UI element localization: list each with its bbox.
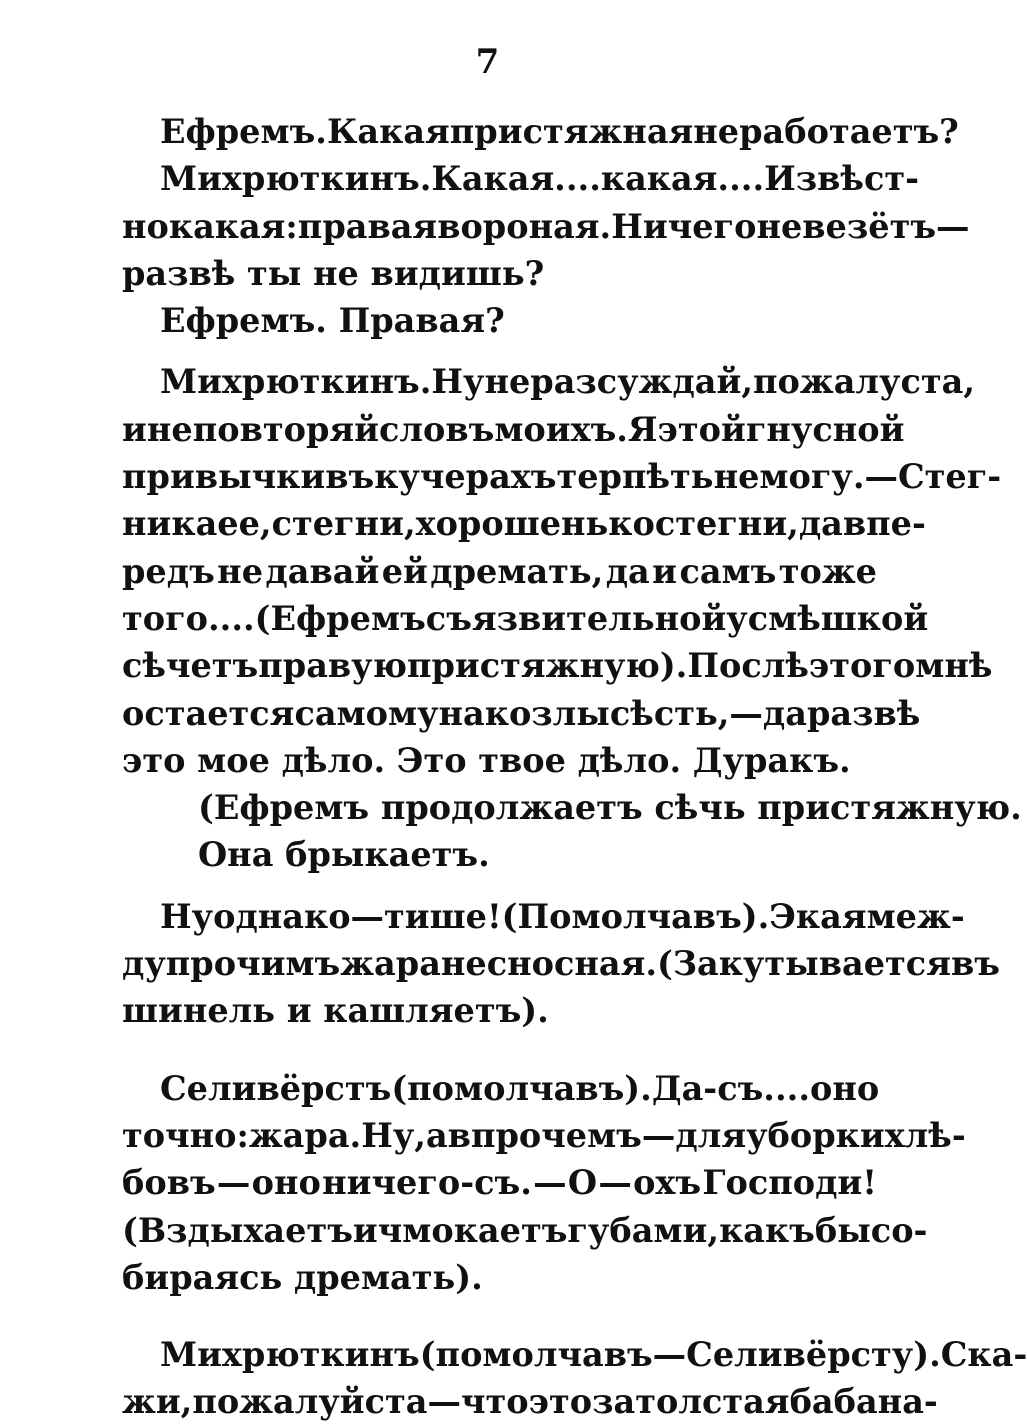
word: правую bbox=[258, 646, 407, 686]
word: (Ефремъ bbox=[198, 788, 370, 828]
word: сѣчь bbox=[654, 788, 746, 828]
paragraph-gap bbox=[122, 879, 877, 893]
text-line bbox=[122, 784, 1022, 831]
word: Это bbox=[396, 740, 467, 780]
word: съ bbox=[425, 598, 472, 638]
word: баба bbox=[789, 1382, 878, 1422]
text-line bbox=[122, 548, 877, 595]
word: Ну, bbox=[361, 1115, 426, 1155]
text-line bbox=[122, 893, 965, 940]
word: самъ bbox=[679, 551, 777, 591]
text-line bbox=[122, 108, 959, 155]
word: . bbox=[729, 159, 741, 199]
word: Ефремъ. bbox=[160, 112, 327, 151]
word: (Ефремъ bbox=[254, 598, 426, 638]
word: жи, bbox=[122, 1382, 193, 1422]
word: ка bbox=[171, 504, 218, 544]
word: повторяй bbox=[192, 409, 379, 449]
word: усмѣшкой bbox=[726, 598, 929, 638]
text-line bbox=[122, 1378, 938, 1425]
word: . bbox=[242, 598, 255, 638]
word: (Помолчавъ). bbox=[501, 896, 770, 936]
word: Ну bbox=[160, 896, 214, 936]
word: Ефремъ. bbox=[160, 301, 327, 341]
text-line bbox=[122, 1159, 877, 1206]
word: Ну bbox=[431, 362, 485, 402]
paragraph-gap bbox=[122, 1301, 877, 1331]
word: Дуракъ. bbox=[692, 740, 851, 780]
word: дремать, bbox=[430, 551, 604, 591]
text-line bbox=[122, 155, 920, 202]
word: бираясь bbox=[122, 1257, 283, 1297]
page-number: 7 bbox=[475, 42, 500, 82]
word: и bbox=[286, 991, 312, 1031]
word: не bbox=[756, 206, 803, 246]
text-line bbox=[122, 203, 970, 250]
word: а bbox=[425, 1115, 448, 1155]
word: (помолчавъ). bbox=[391, 1068, 652, 1108]
word: впе- bbox=[842, 504, 926, 544]
text-line bbox=[122, 1112, 966, 1159]
word: гнусной bbox=[745, 409, 905, 449]
word: не bbox=[313, 253, 359, 293]
word: губами bbox=[567, 1210, 708, 1250]
word: Извѣст- bbox=[764, 159, 920, 199]
word: точно: bbox=[122, 1115, 249, 1155]
word: редъ bbox=[122, 551, 215, 591]
paragraph-gap bbox=[122, 344, 877, 358]
word: язвительной bbox=[471, 598, 727, 638]
word: прочимъ bbox=[165, 944, 341, 984]
text-line bbox=[122, 406, 905, 453]
word: того. bbox=[122, 598, 220, 638]
word: но bbox=[122, 206, 169, 246]
word: Какая. bbox=[431, 159, 566, 199]
word: . bbox=[577, 159, 590, 199]
word: кучерахъ bbox=[374, 457, 557, 497]
word: Ска- bbox=[940, 1335, 1027, 1375]
word: какая: bbox=[168, 206, 298, 246]
word: тоже bbox=[778, 551, 877, 591]
word: вороная. bbox=[437, 206, 612, 246]
word: дѣло. bbox=[577, 740, 682, 780]
text-line bbox=[122, 297, 877, 344]
word: стегни, bbox=[271, 504, 416, 544]
word: этой bbox=[657, 409, 746, 449]
word: козлы bbox=[484, 693, 610, 733]
text-line bbox=[122, 987, 877, 1034]
word: пожалуйста—что bbox=[192, 1382, 529, 1422]
word: Экая bbox=[769, 896, 867, 936]
word: на bbox=[438, 693, 485, 733]
word: . bbox=[752, 159, 765, 199]
word: несносная. bbox=[440, 944, 658, 984]
text-line bbox=[122, 642, 993, 689]
word: да bbox=[762, 693, 807, 733]
word: Да-съ. bbox=[651, 1068, 775, 1108]
word: пристяжная bbox=[449, 112, 694, 151]
word: видишь? bbox=[370, 253, 545, 293]
word: твое bbox=[478, 740, 566, 780]
word: оно bbox=[251, 1163, 321, 1203]
word: пристяжную. bbox=[757, 788, 1022, 828]
word: дремать). bbox=[293, 1257, 483, 1297]
word: продолжаетъ bbox=[380, 788, 643, 828]
text-line bbox=[122, 358, 976, 405]
word: ни bbox=[122, 504, 172, 544]
word: и bbox=[652, 551, 678, 591]
word: работаетъ? bbox=[739, 112, 959, 151]
text-line bbox=[122, 1331, 1027, 1378]
word: (Вздыхаетъ bbox=[122, 1210, 353, 1250]
word: меж- bbox=[866, 896, 965, 936]
word: Она bbox=[198, 835, 274, 875]
word: терпѣть bbox=[556, 457, 714, 497]
text-line bbox=[122, 940, 1000, 987]
word: какъ bbox=[719, 1210, 815, 1250]
word: ду bbox=[122, 944, 166, 984]
word: это bbox=[122, 740, 186, 780]
word: Михрюткинъ. bbox=[160, 362, 432, 402]
word: шинель bbox=[122, 991, 276, 1031]
word: не bbox=[146, 409, 193, 449]
text-line bbox=[122, 690, 921, 737]
word: стегни, bbox=[654, 504, 799, 544]
word: Михрюткинъ bbox=[160, 1335, 420, 1375]
word: мое bbox=[197, 740, 270, 780]
word: сѣчетъ bbox=[122, 646, 259, 686]
word: . bbox=[774, 1068, 787, 1108]
word: однако—тише! bbox=[213, 896, 502, 936]
word: словъ bbox=[378, 409, 495, 449]
word: ей bbox=[381, 551, 428, 591]
text-line bbox=[122, 250, 877, 297]
word: пожалуста, bbox=[753, 362, 976, 402]
word: и bbox=[122, 409, 147, 449]
word: дѣло. bbox=[281, 740, 386, 780]
word: Какая bbox=[326, 112, 450, 151]
word: мнѣ bbox=[915, 646, 993, 686]
text-line bbox=[122, 500, 926, 547]
word: жара. bbox=[248, 1115, 362, 1155]
word: Селивёрстъ bbox=[160, 1068, 392, 1108]
word: немогу.—Стег- bbox=[713, 457, 1002, 497]
word: . bbox=[589, 159, 601, 199]
word: со- bbox=[870, 1210, 928, 1250]
word: . bbox=[219, 598, 232, 638]
word: . bbox=[740, 159, 753, 199]
word: развѣ bbox=[122, 253, 236, 293]
word: пристяжную). bbox=[406, 646, 688, 686]
word: этого bbox=[808, 646, 916, 686]
word: — bbox=[216, 1163, 251, 1203]
word: правая bbox=[297, 206, 438, 246]
word: ты bbox=[247, 253, 302, 293]
text-line bbox=[122, 1254, 877, 1301]
word: на- bbox=[877, 1382, 938, 1422]
word: неразсуждай, bbox=[484, 362, 754, 402]
word: (Закутывается bbox=[657, 944, 951, 984]
word: моихъ. bbox=[494, 409, 628, 449]
word: да bbox=[605, 551, 650, 591]
word: привычки bbox=[122, 457, 326, 497]
text-block bbox=[122, 108, 1027, 1426]
word: . bbox=[798, 1068, 810, 1108]
word: — bbox=[598, 1163, 632, 1203]
word: не bbox=[217, 551, 264, 591]
word: впрочемъ—для bbox=[447, 1115, 747, 1155]
word: затолстая bbox=[592, 1382, 790, 1422]
word: жара bbox=[340, 944, 441, 984]
word: ничего-съ. bbox=[322, 1163, 532, 1203]
word: Ничего bbox=[611, 206, 757, 246]
word: какая. bbox=[600, 159, 730, 199]
word: ее, bbox=[217, 504, 272, 544]
word: остается bbox=[122, 693, 295, 733]
word: въ bbox=[950, 944, 1000, 984]
word: Правая? bbox=[338, 301, 505, 341]
word: Господи! bbox=[702, 1163, 877, 1203]
word: бы bbox=[814, 1210, 871, 1250]
word: Я bbox=[627, 409, 658, 449]
word: развѣ bbox=[806, 693, 921, 733]
word: оно bbox=[809, 1068, 880, 1108]
word: хорошенько bbox=[415, 504, 655, 544]
word: бовъ bbox=[122, 1163, 216, 1203]
word: Михрюткинъ. bbox=[160, 159, 432, 199]
word: везётъ— bbox=[802, 206, 970, 246]
word: — bbox=[533, 1163, 567, 1203]
word: . bbox=[565, 159, 578, 199]
word: Послѣ bbox=[687, 646, 809, 686]
word: уборки bbox=[746, 1115, 885, 1155]
word: кашляетъ). bbox=[323, 991, 549, 1031]
word: и bbox=[352, 1210, 378, 1250]
word: это bbox=[528, 1382, 593, 1422]
word: — bbox=[729, 693, 763, 733]
word: хлѣ- bbox=[884, 1115, 966, 1155]
text-line bbox=[122, 453, 1002, 500]
word: . bbox=[786, 1068, 799, 1108]
word: . bbox=[231, 598, 243, 638]
text-line bbox=[122, 1065, 880, 1112]
paragraph-gap bbox=[122, 1035, 877, 1065]
word: охъ bbox=[633, 1163, 702, 1203]
word: чмокаетъ bbox=[377, 1210, 568, 1250]
word: не bbox=[693, 112, 740, 151]
word: сѣсть, bbox=[609, 693, 730, 733]
word: брыкаетъ. bbox=[285, 835, 490, 875]
text-line bbox=[122, 1207, 928, 1254]
word: давай bbox=[265, 551, 380, 591]
text-line bbox=[122, 831, 877, 878]
word: О bbox=[567, 1163, 598, 1203]
word: самому bbox=[294, 693, 439, 733]
word: , bbox=[707, 1210, 720, 1250]
word: въ bbox=[325, 457, 375, 497]
text-line bbox=[122, 595, 929, 642]
text-line bbox=[122, 737, 877, 784]
word: (помолчавъ—Селивёрсту). bbox=[419, 1335, 941, 1375]
word: да bbox=[798, 504, 843, 544]
